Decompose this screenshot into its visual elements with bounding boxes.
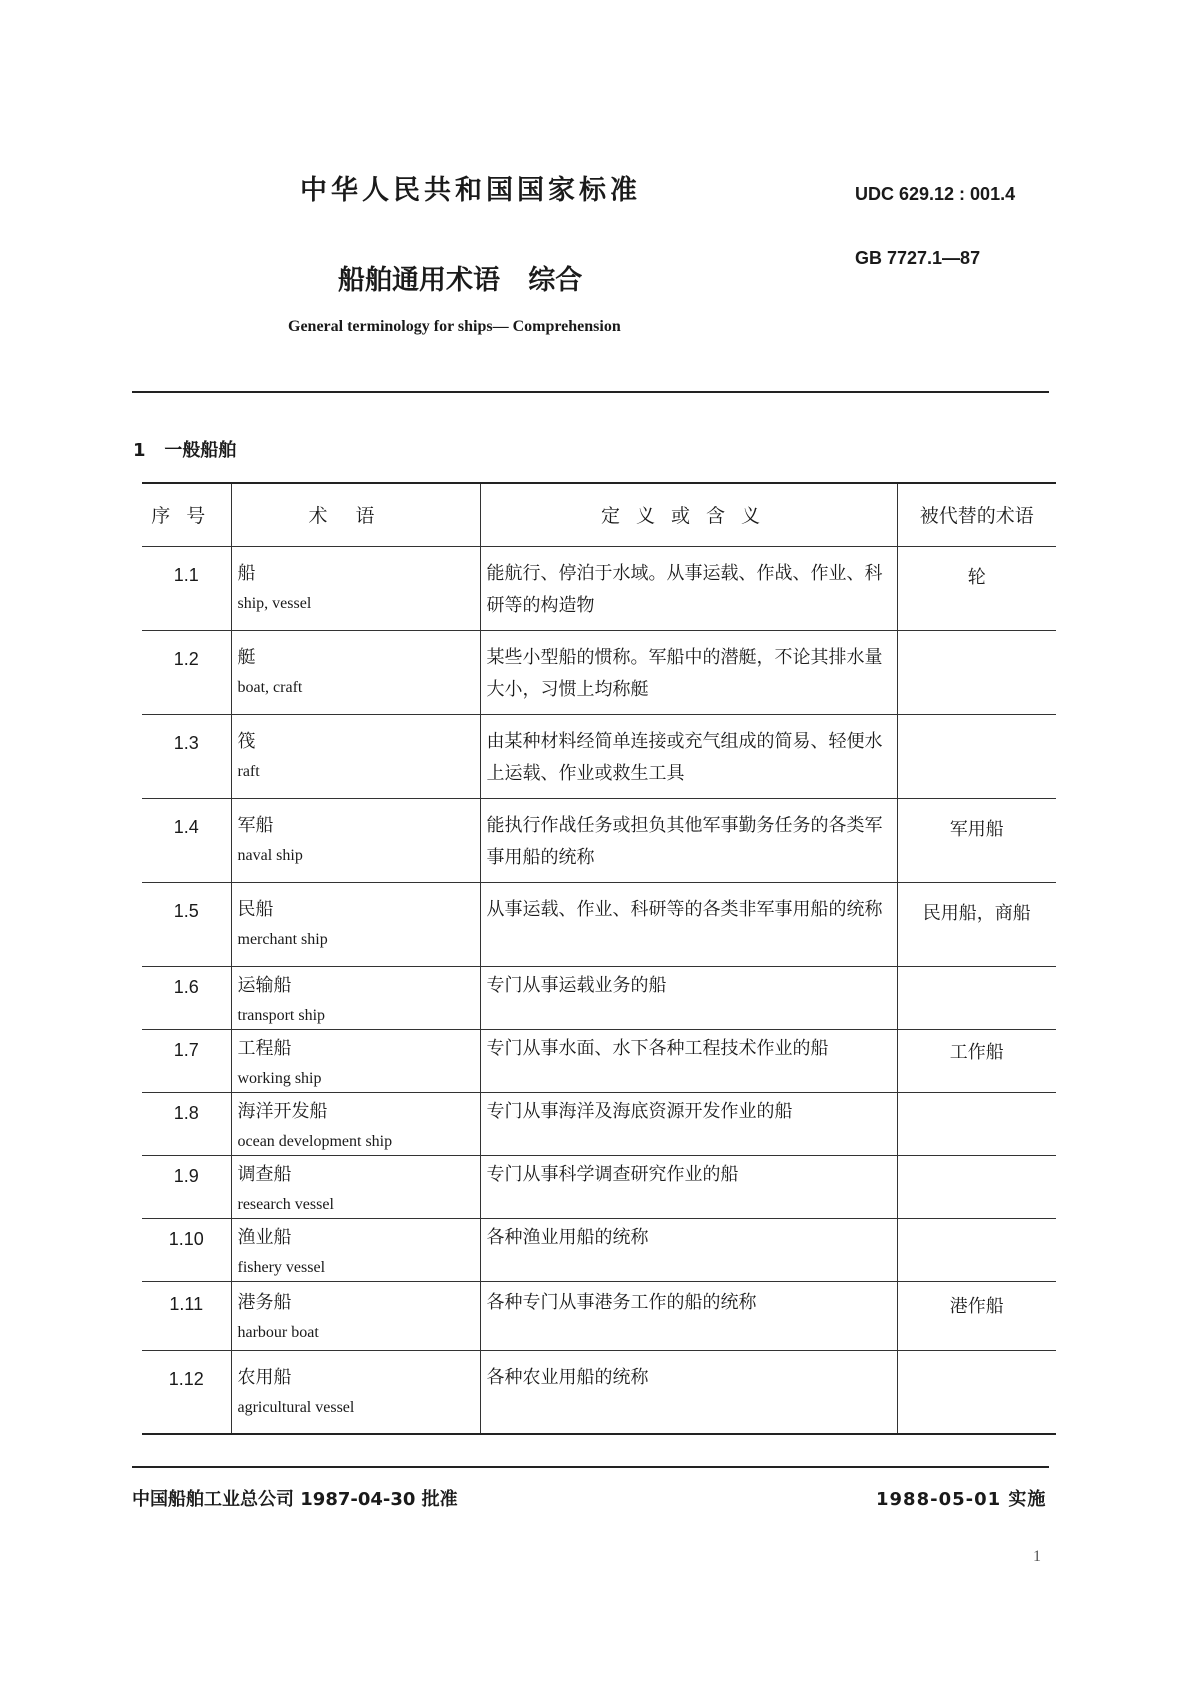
definition-text: 由某种材料经简单连接或充气组成的简易、轻便水上运载、作业或救生工具: [486, 730, 883, 784]
header-divider: [132, 391, 1049, 393]
gb-number: GB 7727.1—87: [855, 248, 981, 268]
term-chinese: 筏: [237, 730, 256, 752]
term-cell: [231, 1092, 480, 1155]
header-replaced-term: 被代替的术语: [897, 483, 1056, 546]
term-english: boat, craft: [237, 678, 303, 696]
document-title-chinese: 船舶通用术语 综合: [338, 265, 583, 296]
term-english: transport ship: [237, 1006, 326, 1024]
term-chinese: 调查船: [237, 1163, 292, 1185]
replaced-term: [897, 1155, 1056, 1218]
term-chinese: 运输船: [237, 974, 292, 996]
replaced-term: [897, 1218, 1056, 1281]
definition-text: 能航行、停泊于水域。从事运载、作战、作业、科研等的构造物: [486, 562, 883, 616]
replaced-term: [897, 630, 1056, 714]
table-row: [142, 1029, 1056, 1092]
definition-text: 各种农业用船的统称: [486, 1366, 649, 1388]
term-chinese: 海洋开发船: [237, 1100, 328, 1122]
term-cell: [231, 798, 480, 882]
term-chinese: 港务船: [237, 1291, 292, 1313]
definition-cell: [480, 1029, 897, 1092]
term-cell: [231, 714, 480, 798]
row-number: 1.2: [173, 648, 199, 669]
definition-cell: [480, 714, 897, 798]
table-header-row: [142, 483, 1056, 546]
table-row: [142, 1350, 1056, 1434]
term-english: naval ship: [237, 846, 303, 864]
row-number: 1.1: [173, 564, 199, 585]
effective-date: 1988-05-01 实施: [876, 1489, 1047, 1510]
definition-text: 能执行作战任务或担负其他军事勤务任务的各类军事用船的统称: [486, 814, 883, 868]
row-number: 1.10: [168, 1228, 204, 1249]
table-row: [142, 798, 1056, 882]
row-number: 1.4: [173, 816, 199, 837]
definition-cell: [480, 966, 897, 1029]
page-number: 1: [1033, 1548, 1041, 1565]
term-cell: [231, 882, 480, 966]
replaced-term: 轮: [897, 546, 1056, 630]
term-english: agricultural vessel: [237, 1398, 355, 1416]
replaced-term: [897, 1350, 1056, 1434]
term-english: research vessel: [237, 1195, 334, 1213]
term-cell: [231, 630, 480, 714]
definition-text: 各种渔业用船的统称: [486, 1226, 649, 1248]
term-cell: [231, 966, 480, 1029]
replaced-term: 工作船: [897, 1029, 1056, 1092]
udc-code: UDC 629.12 : 001.4: [855, 184, 1016, 204]
term-chinese: 农用船: [237, 1366, 292, 1388]
definition-text: 各种专门从事港务工作的船的统称: [486, 1291, 757, 1313]
definition-text: 专门从事水面、水下各种工程技术作业的船: [486, 1037, 829, 1059]
term-english: working ship: [237, 1069, 322, 1087]
table-row: [142, 1092, 1056, 1155]
definition-cell: [480, 1218, 897, 1281]
row-number: 1.6: [173, 976, 199, 997]
replaced-term: 民用船，商船: [897, 882, 1056, 966]
document-title-english: General terminology for ships— Comprehension: [288, 318, 621, 335]
row-number: 1.7: [173, 1039, 199, 1060]
term-chinese: 渔业船: [237, 1226, 292, 1248]
table-row: [142, 882, 1056, 966]
definition-cell: [480, 546, 897, 630]
replaced-term: [897, 1092, 1056, 1155]
definition-text: 专门从事科学调查研究作业的船: [486, 1163, 739, 1185]
replaced-term: 军用船: [897, 798, 1056, 882]
term-chinese: 船: [237, 562, 256, 584]
definition-cell: [480, 1350, 897, 1434]
term-english: ship, vessel: [237, 594, 312, 612]
header-term: 术语: [231, 483, 480, 546]
header-number: 序号: [151, 505, 222, 528]
definition-text: 专门从事运载业务的船: [486, 974, 667, 996]
row-number: 1.12: [168, 1368, 204, 1389]
table-row: [142, 1155, 1056, 1218]
term-cell: [231, 1218, 480, 1281]
definition-cell: [480, 1092, 897, 1155]
definition-text: 从事运载、作业、科研等的各类非军事用船的统称: [486, 898, 883, 920]
standard-title: 中华人民共和国国家标准: [300, 175, 641, 206]
row-number: 1.3: [173, 732, 199, 753]
approval-statement: 中国船舶工业总公司 1987-04-30 批准: [132, 1489, 458, 1510]
term-cell: [231, 1029, 480, 1092]
definition-cell: [480, 630, 897, 714]
term-chinese: 艇: [237, 646, 256, 668]
row-number: 1.9: [173, 1165, 199, 1186]
table-row: [142, 630, 1056, 714]
header-definition: 定义或含义: [480, 483, 897, 546]
replaced-term: [897, 966, 1056, 1029]
term-cell: [231, 1281, 480, 1350]
term-english: merchant ship: [237, 930, 328, 948]
definition-cell: [480, 882, 897, 966]
table-row: [142, 714, 1056, 798]
term-english: harbour boat: [237, 1323, 319, 1341]
table-row: [142, 1281, 1056, 1350]
definition-cell: [480, 1281, 897, 1350]
definition-text: 专门从事海洋及海底资源开发作业的船: [486, 1100, 793, 1122]
table-row: [142, 1218, 1056, 1281]
definition-cell: [480, 1155, 897, 1218]
term-cell: [231, 1350, 480, 1434]
term-chinese: 工程船: [237, 1037, 292, 1059]
row-number: 1.11: [169, 1293, 204, 1314]
term-english: ocean development ship: [237, 1132, 393, 1150]
table-row: [142, 546, 1056, 630]
table-row: [142, 966, 1056, 1029]
term-cell: [231, 546, 480, 630]
terminology-table: [142, 482, 1056, 1435]
term-english: raft: [237, 762, 260, 780]
section-heading: 1 一般船舶: [133, 440, 237, 461]
term-english: fishery vessel: [237, 1258, 326, 1276]
replaced-term: 港作船: [897, 1281, 1056, 1350]
row-number: 1.5: [173, 900, 199, 921]
term-cell: [231, 1155, 480, 1218]
term-chinese: 军船: [237, 814, 274, 836]
definition-cell: [480, 798, 897, 882]
definition-text: 某些小型船的惯称。军船中的潜艇，不论其排水量大小，习惯上均称艇: [486, 646, 883, 700]
row-number: 1.8: [173, 1102, 199, 1123]
footer-divider: [132, 1466, 1049, 1468]
replaced-term: [897, 714, 1056, 798]
term-chinese: 民船: [237, 898, 274, 920]
